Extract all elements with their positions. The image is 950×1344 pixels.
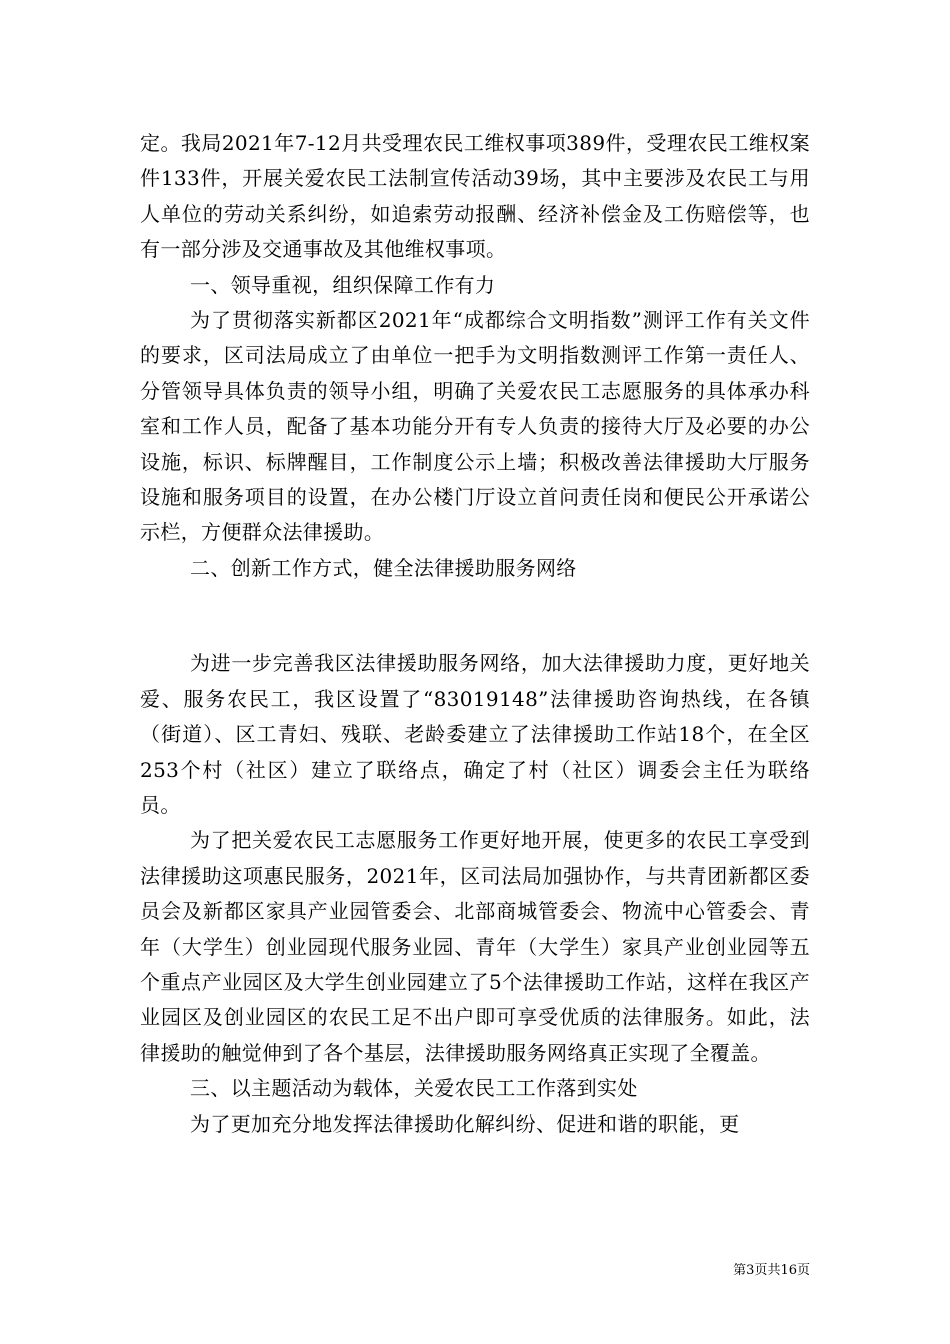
blank-spacer [140,586,810,646]
section-heading-2: 二、创新工作方式，健全法律援助服务网络 [190,555,577,580]
paragraph-section-2a: 为进一步完善我区法律援助服务网络，加大法律援助力度，更好地关爱、服务农民工，我区设置了“83019148”法律援助咨询热线，在各镇（街道）、区工青妇、残联、老龄委建立了法律援助工作站18个，在全区253个村（社区）建立了联络点，确定了村（社区）调委会主任为联络员。 [140,651,810,817]
page-number-footer: 第3页共16页 [733,1263,810,1278]
paragraph-continuation: 定。我局2021年7-12月共受理农民工维权事项389件，受理农民工维权案件133件，开展关爱农民工法制宣传活动39场，其中主要涉及农民工与用人单位的劳动关系纠纷，如追索劳动报酬、经济补偿金及工伤赔偿等，也有一部分涉及交通事故及其他维权事项。 [140,131,810,262]
section-heading-1: 一、领导重视，组织保障工作有力 [190,272,496,297]
paragraph-section-1: 为了贯彻落实新都区2021年“成都综合文明指数”测评工作有关文件的要求，区司法局成立了由单位一把手为文明指数测评工作第一责任人、分管领导具体负责的领导小组，明确了关爱农民工志愿服务的具体承办科室和工作人员，配备了基本功能分开有专人负责的接待大厅及必要的办公设施，标识、标牌醒目，工作制度公示上墙；积极改善法律援助大厅服务设施和服务项目的设置，在办公楼门厅设立首问责任岗和便民公开承诺公示栏，方便群众法律援助。 [140,308,810,545]
paragraph-section-3: 为了更加充分地发挥法律援助化解纠纷、促进和谐的职能，更 [190,1111,740,1136]
document-body [140,126,810,1142]
paragraph-section-2b: 为了把关爱农民工志愿服务工作更好地开展，使更多的农民工享受到法律援助这项惠民服务，2021年，区司法局加强协作，与共青团新都区委员会及新都区家具产业园管委会、北部商城管委会、物流中心管委会、青年（大学生）创业园现代服务业园、青年（大学生）家具产业创业园等五个重点产业园区及大学生创业园建立了5个法律援助工作站，这样在我区产业园区及创业园区的农民工足不出户即可享受优质的法律服务。如此，法律援助的触觉伸到了各个基层，法律援助服务网络真正实现了全覆盖。 [140,828,810,1065]
section-heading-3: 三、以主题活动为载体，关爱农民工工作落到实处 [190,1076,638,1101]
